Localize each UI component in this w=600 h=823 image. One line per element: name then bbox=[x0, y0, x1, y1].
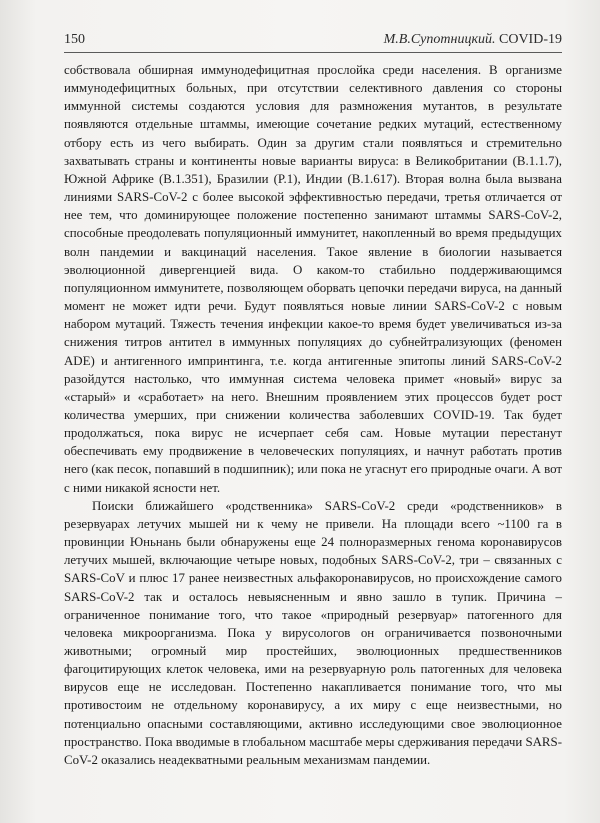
page-number: 150 bbox=[64, 32, 85, 47]
paragraph-1: собствовала обширная иммунодефицитная прослойка среди населения. В организме иммунодефицитных больных, при отсутствии селективного давления со стороны иммунной системы создаются условия для размножения мутантов, в результате появляются отдельные штаммы, имеющие сочетание редких мутаций, естественному отбору есть из чего выбирать. Один за другим стали появляться и стремительно захватывать страны и континенты новые варианты вируса: в Великобритании (В.1.1.7), Южной Африке (В.1.351), Бразилии (Р.1), Индии (В.1.617). Вторая волна была вызвана линиями SARS-CoV-2 с более высокой эффективностью передачи, третья отличается от нее тем, что доминирующее положение постепенно занимают штаммы SARS-CoV-2, способные преодолевать популяционный иммунитет, накопленный во время предыдущих волн пандемии и вакцинаций населения. Такое явление в биологии называется эволюционной дивергенцией вида. О каком-то стабильно поддерживающимся популяционном иммунитете, позволяющем оборвать цепочки передачи вируса, на данный момент не может идти речи. Будут появляться новые линии SARS-CoV-2 с новым набором мутаций. Тяжесть течения инфекции какое-то время будет увеличиваться из-за снижения титров антител в иммунных популяциях до субнейтрализующих (феномен ADE) и антигенного импринтинга, т.е. когда антигенные эпитопы линий SARS-CoV-2 разойдутся настолько, что иммунная система человека примет «новый» вирус за «старый» и «сработает» на него. Внешним проявлением этих процессов будет рост количества умерших, при снижении количества заболевших COVID-19. Так будет продолжаться, пока вирус не исчерпает себя сам. Новые мутации перестанут обеспечивать ему продвижение в человеческих популяциях, и начнут работать против него (как песок, попавший в подшипник); или пока не угаснут его природные очаги. А вот с ними никакой ясности нет. bbox=[64, 63, 562, 495]
header-divider bbox=[64, 52, 562, 53]
running-header bbox=[64, 32, 562, 48]
book-topic: COVID-19 bbox=[499, 32, 562, 47]
paragraph-2: Поиски ближайшего «родственника» SARS-CoV-2 среди «родственников» в резервуарах летучих мышей ни к чему не привели. На площади всего ~1100 га в провинции Юньнань были обнаружены еще 24 полноразмерных генома коронавирусов летучих мышей, включающие четыре новых, подобных SARS-CoV-2, три – связанных с SARS-CoV и плюс 17 ранее неизвестных альфакоронавирусов, но происхождение самого SARS-CoV-2 так и осталось невыясненным и явно зашло в тупик. Причина – ограниченное понимание того, что такое «природный резервуар» патогенного для человека микроорганизма. Пока у вирусологов он ограничивается позвоночными животными; огромный мир простейших, эволюционных предшественников фагоцитирующих клеток человека, ими на резервуарную роль патогенных для человека вирусов еще не исследован. Постепенно накапливается понимание того, что мы противостоим не отдельному коронавирусу, а их миру с еще неизвестными, но потенциально опасными составляющими, активно исследующими свое эволюционное пространство. Пока вводимые в глобальном масштабе меры сдерживания передачи SARS-CoV-2 оказались неадекватными реальным механизмам пандемии. bbox=[64, 498, 562, 767]
body-text bbox=[64, 61, 562, 769]
running-title bbox=[384, 32, 562, 48]
author-name: М.В.Супотницкий. bbox=[383, 32, 496, 47]
